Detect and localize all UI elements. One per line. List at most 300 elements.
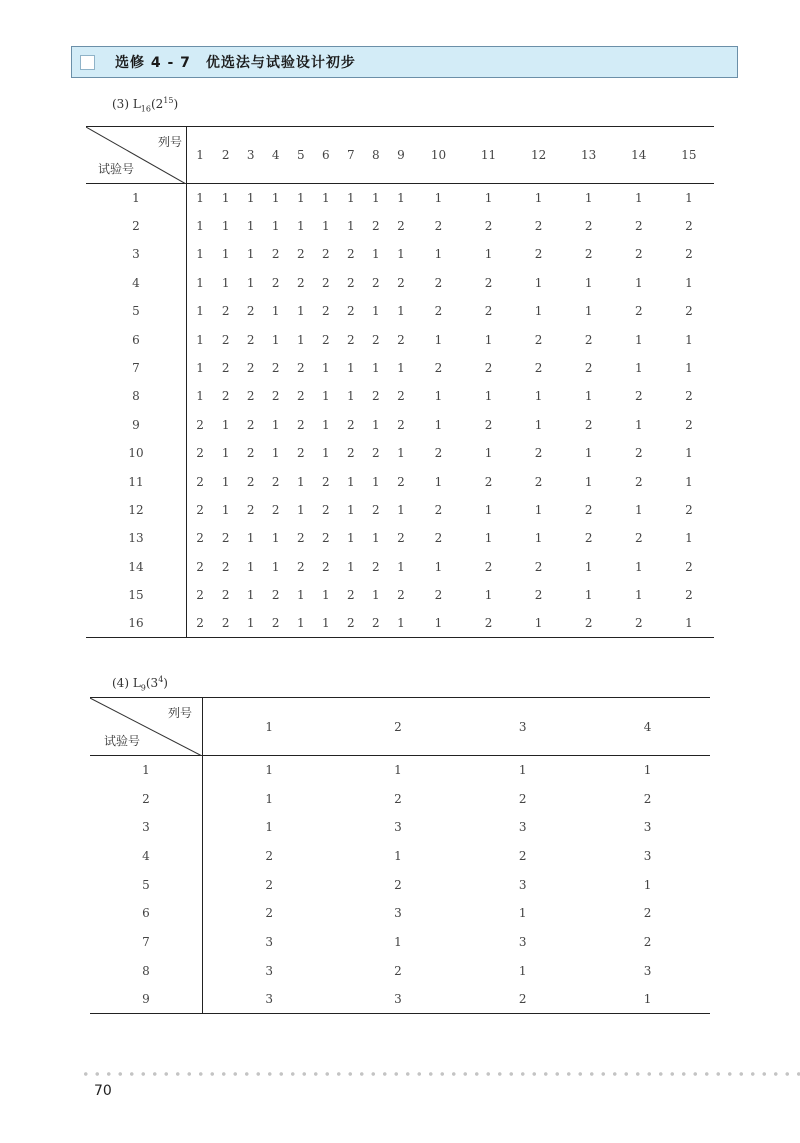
table-cell: 2	[321, 304, 330, 319]
table-cell: 2	[634, 389, 643, 404]
table-cell: 2	[321, 502, 330, 517]
table-cell: 1	[246, 219, 255, 234]
table-cell: 2	[221, 361, 230, 376]
row-number: 15	[86, 581, 187, 609]
row-number: 6	[86, 325, 187, 353]
table-cell: 2	[634, 474, 643, 489]
table-cell: 2	[363, 609, 388, 637]
table-cell: 2	[685, 389, 693, 404]
table-cell: 2	[296, 559, 305, 574]
table-cell: 2	[397, 474, 405, 489]
table-cell: 1	[484, 247, 493, 262]
caption-mid: (2	[150, 97, 164, 111]
table-cell: 1	[221, 502, 230, 517]
table-row	[86, 411, 714, 439]
row-number: 5	[86, 297, 187, 325]
row-number: 9	[86, 411, 187, 439]
table-cell: 1	[271, 332, 280, 347]
table-cell: 2	[246, 304, 255, 319]
corner-row-label: 试验号	[98, 162, 135, 176]
table-cell: 3	[518, 877, 527, 892]
table-cell: 1	[372, 417, 380, 432]
page-number: 70	[94, 1083, 112, 1099]
table-cell: 1	[534, 389, 543, 404]
column-header: 1	[187, 127, 214, 184]
table-cell: 1	[246, 275, 255, 290]
table-cell: 1	[484, 190, 493, 205]
row-number: 1	[86, 184, 187, 212]
table-row	[86, 184, 714, 212]
table-row	[90, 870, 710, 899]
table-cell: 1	[271, 190, 280, 205]
row-number: 9	[90, 985, 203, 1014]
table-cell: 1	[484, 531, 493, 546]
table-cell: 2	[296, 275, 305, 290]
table-cell: 2	[584, 502, 593, 517]
table-row	[90, 813, 710, 842]
table-cell: 1	[584, 304, 593, 319]
table-l16-caption	[112, 96, 178, 113]
table-cell: 1	[434, 190, 443, 205]
table-cell: 1	[634, 588, 643, 603]
row-number: 4	[90, 842, 203, 871]
table-cell: 1	[534, 275, 543, 290]
table-cell: 1	[246, 247, 255, 262]
table-row	[86, 439, 714, 467]
table-cell: 1	[221, 247, 230, 262]
table-cell: 2	[265, 848, 274, 863]
table-cell: 1	[221, 190, 230, 205]
table-cell: 1	[372, 588, 380, 603]
table-cell: 2	[196, 502, 204, 517]
table-cell: 1	[514, 609, 564, 637]
table-cell: 3	[518, 820, 527, 835]
table-cell: 2	[347, 446, 355, 461]
table-cell: 2	[296, 389, 305, 404]
table-cell: 2	[484, 275, 493, 290]
table-cell: 2	[347, 304, 355, 319]
table-cell: 2	[534, 219, 543, 234]
table-cell: 1	[643, 763, 652, 778]
table-row	[86, 354, 714, 382]
column-header: 4	[263, 127, 288, 184]
table-cell: 1	[518, 906, 527, 921]
table-cell: 2	[397, 389, 405, 404]
table-cell: 1	[221, 474, 230, 489]
table-cell: 2	[394, 791, 402, 806]
table-row	[90, 985, 710, 1014]
column-header: 3	[460, 698, 585, 756]
table-cell: 2	[394, 877, 402, 892]
column-header: 2	[336, 698, 461, 756]
table-row	[90, 928, 710, 957]
table-cell: 1	[265, 763, 274, 778]
table-cell: 1	[634, 559, 643, 574]
table-cell: 1	[296, 332, 305, 347]
table-cell: 2	[246, 361, 255, 376]
table-cell: 1	[397, 190, 405, 205]
table-cell: 2	[643, 906, 652, 921]
row-number: 16	[86, 609, 187, 637]
chapter-header-bar	[71, 46, 738, 78]
table-cell: 2	[246, 417, 255, 432]
table-cell: 2	[685, 219, 693, 234]
column-header: 5	[288, 127, 313, 184]
table-cell: 2	[271, 247, 280, 262]
table-cell: 2	[397, 219, 405, 234]
row-number: 8	[90, 956, 203, 985]
row-number: 2	[86, 212, 187, 240]
table-cell: 2	[643, 934, 652, 949]
table-cell: 1	[296, 474, 305, 489]
table-cell: 2	[584, 361, 593, 376]
table-cell: 1	[434, 559, 443, 574]
table-cell: 2	[584, 219, 593, 234]
table-cell: 1	[484, 389, 493, 404]
table-cell: 2	[246, 446, 255, 461]
table-row	[86, 382, 714, 410]
table-cell: 2	[372, 219, 380, 234]
table-cell: 1	[347, 361, 355, 376]
table-cell: 2	[372, 559, 380, 574]
table-cell: 2	[484, 219, 493, 234]
table-cell: 2	[464, 609, 514, 637]
table-cell: 1	[397, 446, 405, 461]
table-cell: 1	[347, 531, 355, 546]
table-cell: 2	[347, 417, 355, 432]
row-number: 4	[86, 269, 187, 297]
table-cell: 2	[221, 559, 230, 574]
table-row	[90, 956, 710, 985]
table-cell: 2	[584, 247, 593, 262]
table-cell: 1	[685, 531, 693, 546]
table-cell: 1	[664, 609, 714, 637]
table-cell: 1	[397, 559, 405, 574]
table-cell: 1	[372, 474, 380, 489]
table-cell: 2	[394, 963, 402, 978]
table-cell: 1	[246, 588, 255, 603]
column-header: 1	[203, 698, 336, 756]
table-cell: 1	[534, 190, 543, 205]
table-cell: 2	[296, 417, 305, 432]
table-row	[86, 581, 714, 609]
table-cell: 1	[347, 219, 355, 234]
table-cell: 3	[336, 985, 461, 1014]
table-cell: 1	[296, 502, 305, 517]
row-number: 5	[90, 870, 203, 899]
column-header: 2	[213, 127, 238, 184]
table-cell: 3	[203, 985, 336, 1014]
caption-superscript: 15	[163, 96, 174, 105]
table-cell: 1	[394, 934, 402, 949]
table-cell: 2	[434, 361, 443, 376]
table-cell: 2	[338, 609, 363, 637]
row-number: 11	[86, 467, 187, 495]
table-cell: 1	[634, 275, 643, 290]
table-cell: 1	[534, 531, 543, 546]
table-cell: 2	[372, 332, 380, 347]
table-cell: 2	[271, 502, 280, 517]
table-cell: 3	[518, 934, 527, 949]
table-cell: 1	[271, 219, 280, 234]
table-row	[86, 609, 714, 637]
table-cell: 1	[397, 304, 405, 319]
table-row	[86, 325, 714, 353]
table-cell: 1	[434, 474, 443, 489]
table-cell: 2	[221, 389, 230, 404]
corner-row-label: 试验号	[104, 734, 141, 748]
table-cell: 2	[246, 332, 255, 347]
caption-subscript: 9	[140, 683, 146, 693]
row-number: 8	[86, 382, 187, 410]
table-cell: 1	[394, 848, 402, 863]
table-cell: 2	[221, 531, 230, 546]
table-cell: 2	[196, 417, 204, 432]
caption-suffix: )	[173, 97, 179, 111]
row-number: 3	[86, 240, 187, 268]
table-cell: 3	[394, 820, 402, 835]
table-row	[90, 756, 710, 785]
table-cell: 1	[518, 763, 527, 778]
table-row	[86, 467, 714, 495]
table-cell: 1	[434, 247, 443, 262]
chapter-title: 选修 4 - 7 优选法与试验设计初步	[115, 55, 356, 71]
table-cell: 2	[584, 417, 593, 432]
table-cell: 1	[238, 609, 263, 637]
table-cell: 1	[685, 332, 693, 347]
table-cell: 1	[271, 559, 280, 574]
table-cell: 1	[372, 190, 380, 205]
caption-suffix: )	[163, 676, 168, 690]
table-cell: 1	[584, 588, 593, 603]
table-cell: 1	[685, 275, 693, 290]
table-cell: 1	[271, 304, 280, 319]
column-header: 4	[585, 698, 710, 756]
table-cell: 2	[685, 588, 693, 603]
table-cell: 3	[643, 820, 652, 835]
table-cell: 2	[434, 502, 443, 517]
row-number: 1	[90, 756, 203, 785]
caption-prefix: (3) L	[112, 97, 141, 111]
table-cell: 2	[584, 332, 593, 347]
table-row	[90, 899, 710, 928]
table-cell: 2	[534, 361, 543, 376]
table-cell: 2	[321, 531, 330, 546]
table-cell: 1	[413, 609, 463, 637]
row-number: 12	[86, 496, 187, 524]
table-cell: 1	[372, 531, 380, 546]
table-cell: 2	[484, 474, 493, 489]
table-row	[86, 553, 714, 581]
table-cell: 1	[434, 332, 443, 347]
table-cell: 1	[685, 474, 693, 489]
table-cell: 3	[643, 963, 652, 978]
table-cell: 1	[518, 963, 527, 978]
table-cell: 1	[246, 531, 255, 546]
table-cell: 2	[484, 417, 493, 432]
table-cell: 1	[288, 609, 313, 637]
table-cell: 2	[347, 332, 355, 347]
caption-superscript: 4	[158, 675, 164, 684]
table-cell: 1	[347, 389, 355, 404]
table-cell: 2	[246, 389, 255, 404]
table-cell: 2	[321, 559, 330, 574]
table-cell: 1	[321, 446, 330, 461]
table-cell: 1	[534, 502, 543, 517]
table-cell: 2	[685, 247, 693, 262]
table-cell: 2	[296, 446, 305, 461]
table-row	[86, 212, 714, 240]
table-cell: 2	[372, 389, 380, 404]
table-cell: 2	[434, 446, 443, 461]
column-header: 3	[238, 127, 263, 184]
table-cell: 2	[221, 588, 230, 603]
table-cell: 1	[221, 219, 230, 234]
table-row	[86, 240, 714, 268]
table-cell: 1	[321, 361, 330, 376]
table-row	[86, 496, 714, 524]
table-cell: 2	[685, 559, 693, 574]
row-number: 10	[86, 439, 187, 467]
table-cell: 2	[246, 502, 255, 517]
table-cell: 2	[685, 417, 693, 432]
table-cell: 2	[534, 446, 543, 461]
table-cell: 1	[221, 446, 230, 461]
table-cell: 2	[296, 247, 305, 262]
table-cell: 1	[685, 446, 693, 461]
table-cell: 1	[196, 304, 204, 319]
table-row	[86, 297, 714, 325]
caption-subscript: 16	[140, 104, 151, 114]
table-cell: 2	[196, 531, 204, 546]
table-cell: 1	[388, 609, 413, 637]
table-cell: 1	[296, 304, 305, 319]
table-cell: 1	[265, 791, 274, 806]
table-cell: 2	[634, 304, 643, 319]
table-cell: 1	[484, 588, 493, 603]
table-cell: 1	[196, 332, 204, 347]
table-cell: 2	[187, 609, 214, 637]
footer-dotted-divider	[80, 1070, 800, 1078]
table-cell: 2	[265, 877, 274, 892]
table-cell: 1	[313, 609, 338, 637]
table-cell: 1	[397, 361, 405, 376]
table-cell: 2	[347, 247, 355, 262]
table-cell: 2	[296, 361, 305, 376]
table-cell: 1	[347, 502, 355, 517]
table-cell: 2	[397, 275, 405, 290]
table-cell: 1	[534, 304, 543, 319]
row-number: 3	[90, 813, 203, 842]
corner-column-label: 列号	[157, 135, 182, 149]
table-cell: 2	[372, 275, 380, 290]
table-cell: 1	[265, 820, 274, 835]
table-cell: 2	[685, 502, 693, 517]
table-cell: 2	[347, 275, 355, 290]
table-cell: 1	[321, 417, 330, 432]
table-cell: 1	[634, 502, 643, 517]
table-cell: 2	[634, 219, 643, 234]
table-cell: 2	[296, 531, 305, 546]
table-cell: 3	[265, 934, 274, 949]
table-cell: 1	[221, 275, 230, 290]
table-cell: 1	[271, 417, 280, 432]
column-header: 11	[464, 127, 514, 184]
table-cell: 1	[685, 361, 693, 376]
table-cell: 1	[584, 190, 593, 205]
caption-prefix: (4) L	[112, 676, 141, 690]
table-row	[86, 524, 714, 552]
table-cell: 2	[271, 275, 280, 290]
row-number: 14	[86, 553, 187, 581]
table-cell: 1	[246, 190, 255, 205]
table-cell: 2	[221, 332, 230, 347]
table-cell: 2	[434, 219, 443, 234]
column-header: 15	[664, 127, 714, 184]
table-cell: 1	[321, 219, 330, 234]
column-header: 7	[338, 127, 363, 184]
table-cell: 1	[634, 361, 643, 376]
table-cell: 2	[347, 588, 355, 603]
table-l9-caption	[112, 675, 168, 692]
table-cell: 2	[196, 559, 204, 574]
table-cell: 2	[246, 474, 255, 489]
table-cell: 1	[196, 219, 204, 234]
table-cell: 1	[584, 559, 593, 574]
table-cell: 1	[584, 446, 593, 461]
table-cell: 1	[196, 389, 204, 404]
table-cell: 2	[321, 275, 330, 290]
table-cell: 3	[265, 963, 274, 978]
table-cell: 2	[564, 609, 614, 637]
table-cell: 1	[321, 190, 330, 205]
table-cell: 1	[372, 304, 380, 319]
table-corner-cell	[90, 698, 203, 756]
table-cell: 2	[643, 791, 652, 806]
table-cell: 2	[397, 588, 405, 603]
table-cell: 2	[534, 588, 543, 603]
table-cell: 1	[584, 275, 593, 290]
table-cell: 1	[584, 474, 593, 489]
table-row	[86, 269, 714, 297]
table-cell: 1	[221, 417, 230, 432]
table-cell: 2	[434, 531, 443, 546]
table-cell: 1	[347, 474, 355, 489]
table-cell: 2	[685, 304, 693, 319]
table-cell: 2	[634, 446, 643, 461]
table-cell: 1	[484, 332, 493, 347]
table-cell: 2	[372, 502, 380, 517]
orthogonal-table-l9	[90, 697, 710, 1014]
table-cell: 1	[271, 446, 280, 461]
column-header: 10	[413, 127, 463, 184]
table-cell: 2	[534, 247, 543, 262]
column-header: 12	[514, 127, 564, 184]
table-cell: 1	[534, 417, 543, 432]
table-cell: 2	[484, 304, 493, 319]
table-cell: 2	[263, 609, 288, 637]
table-cell: 2	[397, 332, 405, 347]
table-cell: 2	[221, 304, 230, 319]
table-cell: 2	[271, 389, 280, 404]
table-cell: 2	[397, 531, 405, 546]
table-cell: 1	[634, 417, 643, 432]
table-cell: 2	[372, 446, 380, 461]
row-number: 13	[86, 524, 187, 552]
table-cell: 1	[484, 502, 493, 517]
table-cell: 2	[518, 791, 527, 806]
table-cell: 2	[271, 474, 280, 489]
